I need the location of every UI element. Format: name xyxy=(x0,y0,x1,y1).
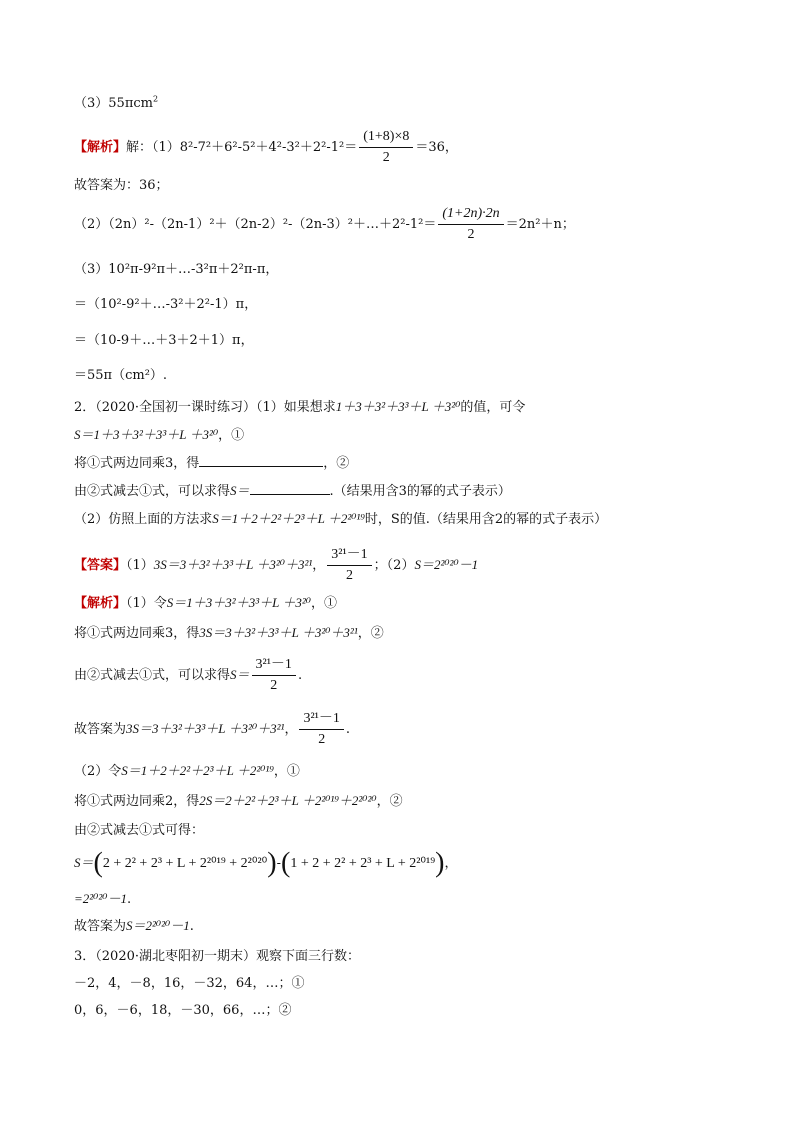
analysis-2-line-10: 故答案为S＝2²⁰²⁰－1. xyxy=(74,918,194,934)
analysis-2-line-6: 将①式两边同乘2，得2S＝2＋2²＋2³＋L ＋2²⁰¹⁹＋2²⁰²⁰，② xyxy=(74,793,403,809)
answer-part-3: （3）55πcm$^2$ xyxy=(74,94,159,111)
sequence-row-1: －2，4，－8，16，－32，64，…；① xyxy=(74,976,305,991)
analysis-2-line-3: 由②式减去①式，可以求得S＝ $\frac{\text{3²¹－1}}{2}$ . xyxy=(74,657,303,693)
answer-blank xyxy=(250,482,330,495)
answer-blank xyxy=(199,454,323,467)
question-2-line-4: 由②式减去①式，可以求得S＝ .（结果用含3的幂的式子表示） xyxy=(74,483,511,499)
analysis-tag: 【解析】 xyxy=(74,596,127,611)
analysis-line-5: ＝（10-9＋…＋3＋2＋1）π， xyxy=(74,333,254,348)
analysis-2-line-5: （2）令S＝1＋2＋2²＋2³＋L ＋2²⁰¹⁹，① xyxy=(74,763,300,779)
analysis-line-6: ＝55π（cm²）. xyxy=(74,368,168,383)
fraction: $\frac{(1+8)\times 8}{2}$ xyxy=(359,128,413,167)
fraction: $\frac{(1+2n)\cdot 2n}{2}$ xyxy=(438,205,503,244)
question-2-line-3: 将①式两边同乘3，得 ，② xyxy=(74,456,350,471)
question-2-line-5: （2）仿照上面的方法求S＝1＋2＋2²＋2³＋L ＋2²⁰¹⁹时，S的值.（结果用含2的幂的式子表示） xyxy=(74,511,608,527)
answer-tag: 【答案】 xyxy=(74,558,127,573)
analysis-2-line-2: 将①式两边同乘3，得3S＝3＋3²＋3³＋L ＋3²⁰＋3²¹，② xyxy=(74,625,384,641)
answer-line: 故答案为：36； xyxy=(74,178,169,193)
fraction: $\frac{\text{3²¹－1}}{2}$ xyxy=(327,546,371,585)
analysis-2-line-4: 故答案为3S＝3＋3²＋3³＋L ＋3²⁰＋3²¹， $\frac{\text{3²¹－1}}{2}$ . xyxy=(74,711,351,747)
analysis-2-line-1: 【解析】（1）令S＝1＋3＋3²＋3³＋L ＋3²⁰，① xyxy=(74,595,337,611)
question-2-line-2: S＝1＋3＋3²＋3³＋L ＋3²⁰，① xyxy=(74,427,245,443)
analysis-line-1: 【解析】解：（1）8²-7²＋6²-5²＋4²-3²＋2²-1²＝ $\frac{(1+8)\times 8}{2}$ ＝36， xyxy=(74,129,458,165)
fraction: $\frac{\text{3²¹－1}}{2}$ xyxy=(252,656,296,695)
answer-block: 【答案】（1）3S＝3＋3²＋3³＋L ＋3²⁰＋3²¹， $\frac{\text{3²¹－1}}{2}$ ；（2）S＝2²⁰²⁰－1 xyxy=(74,547,479,583)
analysis-2-line-7: 由②式减去①式可得： xyxy=(74,823,205,838)
analysis-tag: 【解析】 xyxy=(74,140,127,155)
analysis-2-line-9: =2²⁰²⁰－1. xyxy=(74,891,132,907)
analysis-2-line-8: S＝(2 + 2² + 2³ + L + 2²⁰¹⁹ + 2²⁰²⁰)-(1 + 2 + 2² + 2³ + L + 2²⁰¹⁹)， xyxy=(74,847,458,879)
sequence-row-2: 0，6，－6，18，－30，66，…；② xyxy=(74,1003,292,1018)
fraction: $\frac{\text{3²¹－1}}{2}$ xyxy=(299,710,343,749)
analysis-line-2: （2）（2n）²-（2n-1）²＋（2n-2）²-（2n-3）²＋…＋2²-1²＝ $\frac{(1+2n)\cdot 2n}{2}$ ＝2n²＋n； xyxy=(74,206,575,242)
question-3-title: 3．（2020·湖北枣阳初一期末）观察下面三行数： xyxy=(74,949,360,964)
analysis-line-3: （3）10²π-9²π＋…-3²π＋2²π-π， xyxy=(74,262,279,277)
question-2-title: 2．（2020·全国初一课时练习）（1）如果想求1＋3＋3²＋3³＋L ＋3²⁰的值，可令 xyxy=(74,399,526,415)
analysis-line-4: ＝（10²-9²＋…-3²＋2²-1）π， xyxy=(74,297,258,312)
